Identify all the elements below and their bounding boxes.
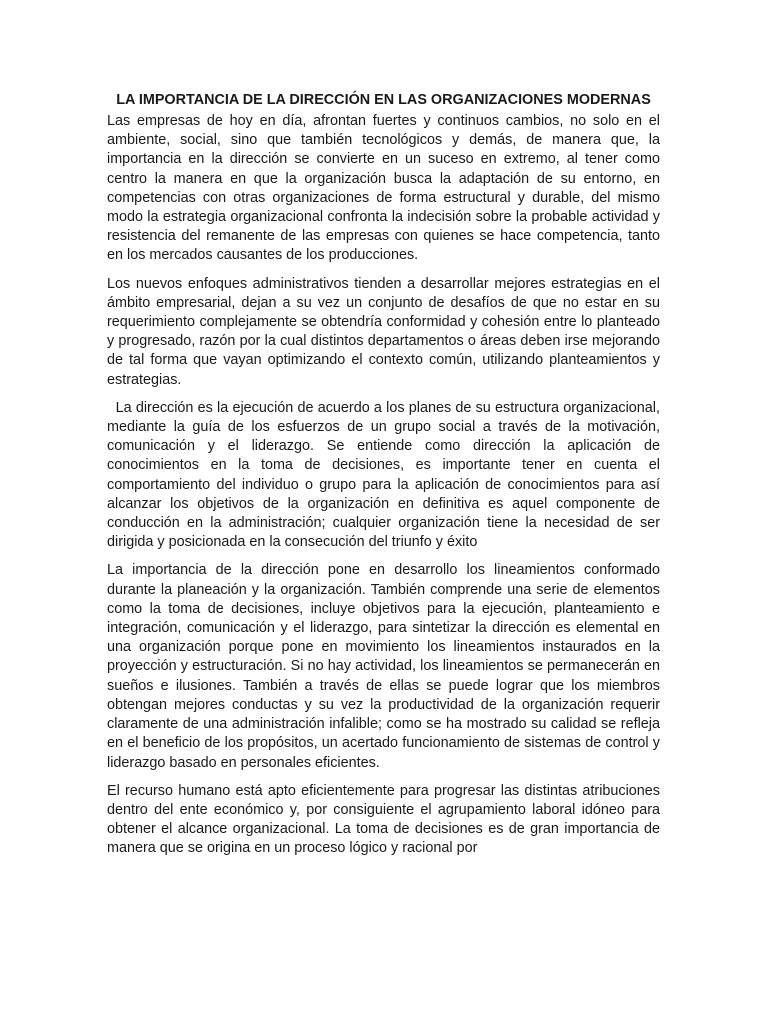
document-title: LA IMPORTANCIA DE LA DIRECCIÓN EN LAS ORGANIZACIONES MODERNAS — [116, 92, 651, 108]
document-page — [107, 90, 660, 868]
paragraph-1: Las empresas de hoy en día, afrontan fuertes y continuos cambios, no solo en el ambiente, social, sino que también tecnológicos y demás, de manera que, la importancia en la dirección se convierte en un suceso en extremo, al tener como centro la manera en que la organización busca la adaptación de su entorno, en competencias con otras organizaciones de forma estructural y durable, del mismo modo la estrategia organizacional confronta la indecisión sobre la probable actividad y resistencia del remanente de las empresas con quienes se hace competencia, tanto en los mercados causantes de los producciones. — [107, 113, 660, 264]
paragraph-4: La importancia de la dirección pone en desarrollo los lineamientos conformado durante la planeación y la organización. También comprende una serie de elementos como la toma de decisiones, incluye objetivos para la ejecución, planteamiento e integración, comunicación y el liderazgo, para sintetizar la dirección es elemental en una organización porque pone en movimiento los lineamientos instaurados en la proyección y estructuración. Si no hay actividad, los lineamientos se permanecerán en sueños e ilusiones. También a través de ellas se puede lograr que los miembros obtengan mejores conductas y su vez la productividad de la organización requerir claramente de una administración infalible; como se ha mostrado su calidad se refleja en el beneficio de los propósitos, un acertado funcionamiento de sistemas de control y liderazgo basado en personales eficientes. — [107, 562, 660, 771]
paragraph-3: La dirección es la ejecución de acuerdo a los planes de su estructura organizacional, mediante la guía de los esfuerzos de un grupo social a través de la motivación, comunicación y el liderazgo. Se entiende como dirección la aplicación de conocimientos en la toma de decisiones, es importante tener en cuenta el comportamiento del individuo o grupo para la aplicación de conocimientos para así alcanzar los objetivos de la organización en definitiva es aquel componente de conducción en la administración; cualquier organización tiene la necesidad de ser dirigida y posicionada en la consecución del triunfo y éxito — [107, 399, 660, 551]
paragraph-2: Los nuevos enfoques administrativos tienden a desarrollar mejores estrategias en el ámbito empresarial, dejan a su vez un conjunto de desafíos de que no estar en su requerimiento complejamente se obtendría conformidad y cohesión entre lo planteado y progresado, razón por la cual distintos departamentos o áreas deben irse mejorando de tal forma que vayan optimizando el contexto común, utilizando planteamientos y estrategias. — [107, 275, 660, 388]
paragraph-5: El recurso humano está apto eficientemente para progresar las distintas atribuciones dentro del ente económico y, por consiguiente el agrupamiento laboral idóneo para obtener el alcance organizacional. La toma de decisiones es de gran importancia de manera que se origina en un proceso lógico y racional por — [107, 782, 660, 857]
